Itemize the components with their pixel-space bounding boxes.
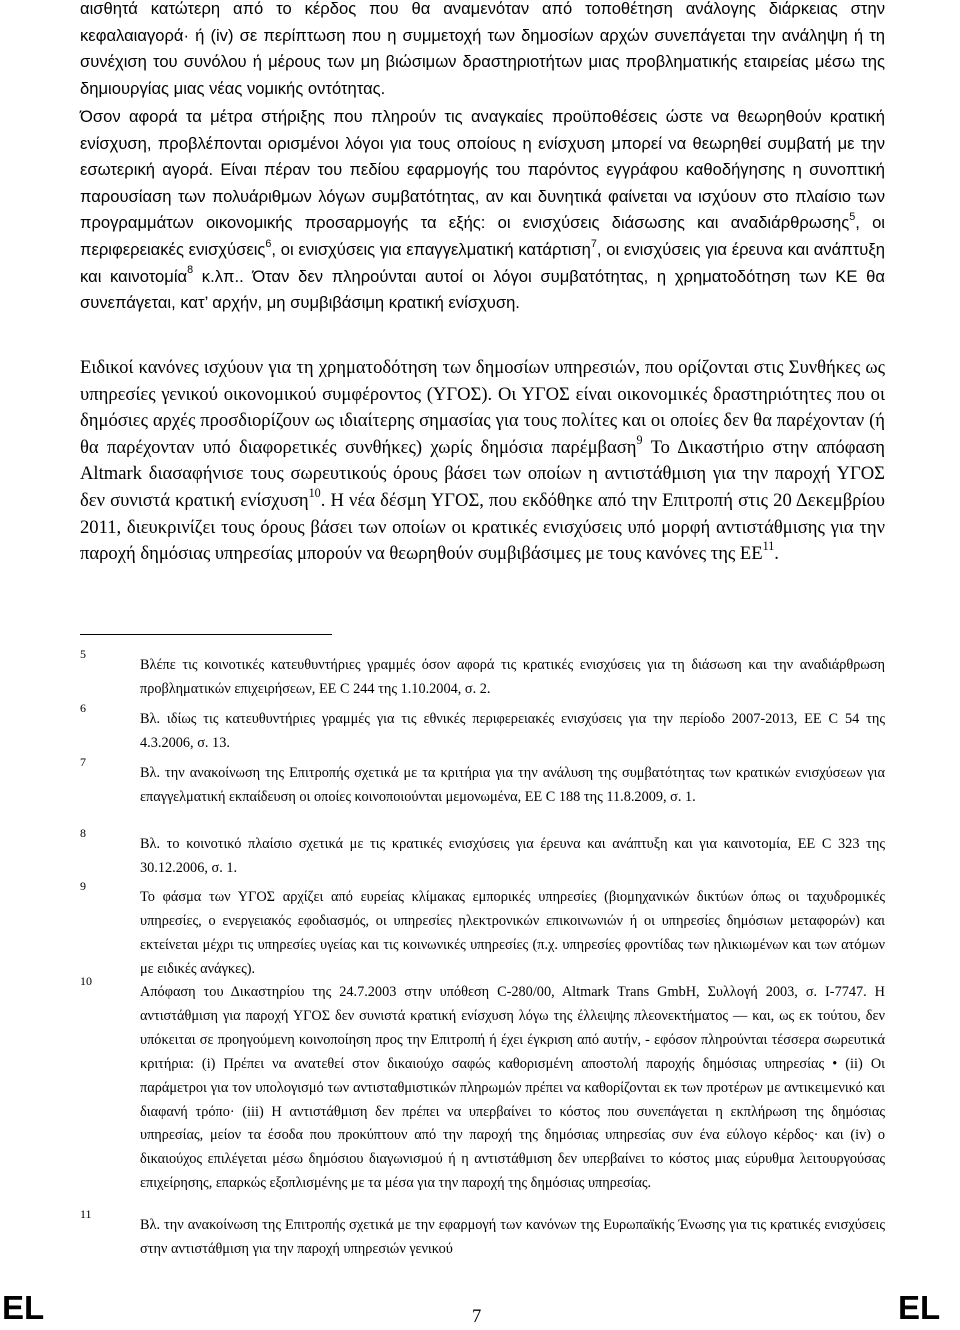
footnote-ref-5[interactable]: 5 bbox=[849, 211, 856, 224]
footnote-separator bbox=[80, 634, 332, 635]
footnote-ref-10[interactable]: 10 bbox=[308, 485, 321, 500]
footer-language-code-right: EL bbox=[898, 1289, 941, 1326]
paragraph-2-text-c: , οι ενισχύσεις για επαγγελματική κατάρτιση bbox=[271, 239, 591, 259]
footnote-text: Βλ. την ανακοίνωση της Επιτροπής σχετικά με τα κριτήρια για την ανάλυση της συμβατότητας των κρατικών ενισχύσεων για επαγγελματική εκπαίδευση οι οποίες κοινοποιούνται μεμονωμένα, ΕΕ C 188 της 11.8.2009, σ. 1. bbox=[140, 765, 885, 805]
paragraph-3-text-c: . Η νέα δέσμη ΥΓΟΣ, που εκδόθηκε από την Επιτροπή στις 20 Δεκεμβρίου 2011, διευκρινίζει τους όρους βάσει των οποίων οι κρατικές ενισχύσεις υπό μορφή αντιστάθμισης για την παροχή δημόσιας υπηρεσίας μπορούν να θεωρηθούν συμβιβάσιμες με τους κανόνες της ΕΕ bbox=[80, 489, 885, 565]
footnote-5 bbox=[80, 647, 885, 702]
paragraph-3-text-b: Το Δικαστήριο στην απόφαση Altmark διασαφήνισε τους σωρευτικούς όρους βάσει των οποίων η αντιστάθμιση για την παροχή ΥΓΟΣ δεν συνιστά κρατική ενίσχυση bbox=[80, 436, 885, 511]
paragraph-2-text-b: , οι περιφερειακές ενισχύσεις bbox=[80, 213, 885, 259]
paragraph-3-text-a: Ειδικοί κανόνες ισχύουν για τη χρηματοδότηση των δημοσίων υπηρεσιών, που ορίζονται στις Συνθήκες ως υπηρεσίες γενικού οικονομικού συμφέροντος (ΥΓΟΣ). Οι ΥΓΟΣ είναι οικονομικές δραστηριότητες που οι δημόσιες αρχές προσδιορίζουν ως ιδιαίτερης σημασίας για τους πολίτες και οι οποίες δεν θα παρέχονταν (ή θα παρέχονταν υπό διαφορετικές συνθήκες) χωρίς δημόσια παρέμβαση bbox=[80, 357, 885, 458]
footnote-number: 6 bbox=[80, 701, 86, 715]
footnote-10 bbox=[80, 974, 885, 1196]
footnote-text: Βλέπε τις κοινοτικές κατευθυντήριες γραμμές όσον αφορά τις κρατικές ενισχύσεις για τη διάσωση και την αναδιάρθρωση προβληματικών επιχειρήσεων, ΕΕ C 244 της 1.10.2004, σ. 2. bbox=[140, 657, 885, 697]
footnote-9 bbox=[80, 879, 885, 982]
footnote-ref-11[interactable]: 11 bbox=[762, 539, 775, 554]
footnote-ref-6[interactable]: 6 bbox=[265, 237, 272, 250]
page-number: 7 bbox=[472, 1306, 482, 1327]
footnote-number: 10 bbox=[80, 974, 92, 988]
footnote-8 bbox=[80, 826, 885, 881]
footnote-ref-9[interactable]: 9 bbox=[636, 432, 643, 447]
footnote-ref-8[interactable]: 8 bbox=[187, 264, 194, 277]
paragraph-2-text-e: κ.λπ.. Όταν δεν πληρούνται αυτοί οι λόγοι συμβατότητας, η χρηματοδότηση των ΚΕ θα συνεπάγεται, κατ’ αρχήν, μη συμβιβάσιμη κρατική ενίσχυση. bbox=[80, 266, 885, 313]
paragraph-1: αισθητά κατώτερη από το κέρδος που θα αναμενόταν από τοποθέτηση ανάλογης διάρκειας στην κεφαλαιαγορά· ή (iv) σε περίπτωση που η συμμετοχή των δημοσίων αρχών συνεπάγεται την ανάληψη ή τη συνέχιση του συνόλου ή μέρους των μη βιώσιμων δραστηριοτήτων μιας προβληματικής εταιρείας μέσω της δημιουργίας μιας νέας νομικής οντότητας. bbox=[80, 0, 885, 98]
footer-language-code-left: EL bbox=[2, 1289, 45, 1326]
footnote-text: Απόφαση του Δικαστηρίου της 24.7.2003 στην υπόθεση C-280/00, Altmark Trans GmbH, Συλλογή 2003, σ. I-7747. Η αντιστάθμιση για παροχή ΥΓΟΣ δεν συνιστά κρατική ενίσχυση λόγω της έλλειψης πλεονεκτήματος — και, ως εκ τούτου, δεν υπόκειται σε προηγούμενη κοινοποίηση προς την Επιτροπή ή έχει έγκριση από αυτήν, - εφόσον πληρούνται τέσσερα σωρευτικά κριτήρια: (i) Πρέπει να ανατεθεί στον δικαιούχο σαφώς καθορισμένη αποστολή παροχής δημόσιας υπηρεσίας • (ii) Οι παράμετροι για τον υπολογισμό των αντισταθμιστικών πληρωμών πρέπει να καθορίζονται εκ των προτέρων με αντικειμενικό και διαφανή τρόπο· (iii) Η αντιστάθμιση δεν πρέπει να υπερβαίνει το κόστος που συνεπάγεται η εκπλήρωση της δημόσιας υπηρεσίας, μείον τα έσοδα που προκύπτουν από την παροχή της δημόσιας υπηρεσίας συν ένα εύλογο κέρδος· και (iv) ο δικαιούχος επιλέγεται μέσω δημόσιου διαγωνισμού ή η αντιστάθμιση δεν υπερβαίνει το κόστος μιας εύρυθμα λειτουργούσας επιχείρησης, επαρκώς εξοπλισμένης με τα μέσα για την παροχή της δημόσιας υπηρεσίας. bbox=[140, 984, 885, 1192]
footnote-number: 7 bbox=[80, 755, 86, 769]
paragraph-2-text-d: , οι ενισχύσεις για έρευνα και ανάπτυξη και καινοτομία bbox=[80, 239, 885, 286]
footnote-7 bbox=[80, 755, 885, 810]
footnote-number: 11 bbox=[80, 1207, 92, 1221]
footnote-ref-7[interactable]: 7 bbox=[590, 237, 597, 250]
paragraph-3-text-d: . bbox=[774, 543, 779, 565]
footnote-text: Βλ. το κοινοτικό πλαίσιο σχετικά με τις κρατικές ενισχύσεις για έρευνα και ανάπτυξη και για καινοτομία, ΕΕ C 323 της 30.12.2006, σ. 1. bbox=[140, 836, 885, 876]
footnote-text: Βλ. ιδίως τις κατευθυντήριες γραμμές για τις εθνικές περιφερειακές ενισχύσεις για την περίοδο 2007-2013, ΕΕ C 54 της 4.3.2006, σ. 13. bbox=[140, 711, 885, 751]
footnote-text: Βλ. την ανακοίνωση της Επιτροπής σχετικά με την εφαρμογή των κανόνων της Ευρωπαϊκής Ένωσης για τις κρατικές ενισχύσεις στην αντιστάθμιση για την παροχή υπηρεσιών γενικού bbox=[140, 1217, 885, 1257]
paragraph-3 bbox=[80, 355, 885, 568]
footnote-number: 8 bbox=[80, 826, 86, 840]
footnote-11 bbox=[80, 1207, 885, 1262]
footnote-number: 9 bbox=[80, 879, 86, 893]
paragraph-2 bbox=[80, 104, 885, 317]
footnote-6 bbox=[80, 701, 885, 756]
footnote-number: 5 bbox=[80, 647, 86, 661]
footnote-text: Το φάσμα των ΥΓΟΣ αρχίζει από ευρείας κλίμακας εμπορικές υπηρεσίες (βιομηχανικών δικτύων όπως οι ταχυδρομικές υπηρεσίες, ο ενεργειακός εφοδιασμός, οι υπηρεσίες ηλεκτρονικών επικοινωνιών ή οι υπηρεσίες δημόσιων μεταφορών) και εκτείνεται μέχρι τις υπηρεσίες υγείας και τις κοινωνικές υπηρεσίες (π.χ. υπηρεσίες φροντίδας των ηλικιωμένων και των ατόμων με ειδικές ανάγκες). bbox=[140, 889, 885, 977]
paragraph-2-text-a: Όσον αφορά τα μέτρα στήριξης που πληρούν τις αναγκαίες προϋποθέσεις ώστε να θεωρηθούν κρατική ενίσχυση, προβλέπονται ορισμένοι λόγοι για τους οποίους η ενίσχυση μπορεί να θεωρηθεί συμβατή με την εσωτερική αγορά. Είναι πέραν του πεδίου εφαρμογής του παρόντος εγγράφου καθοδήγησης η συνοπτική παρουσίαση των πολυάριθμων λόγων συμβατότητας, αν και δυνητικά φαίνεται να ισχύουν στο πλαίσιο των προγραμμάτων οικονομικής προσαρμογής τα εξής: οι ενισχύσεις διάσωσης και αναδιάρθρωσης bbox=[80, 107, 885, 233]
